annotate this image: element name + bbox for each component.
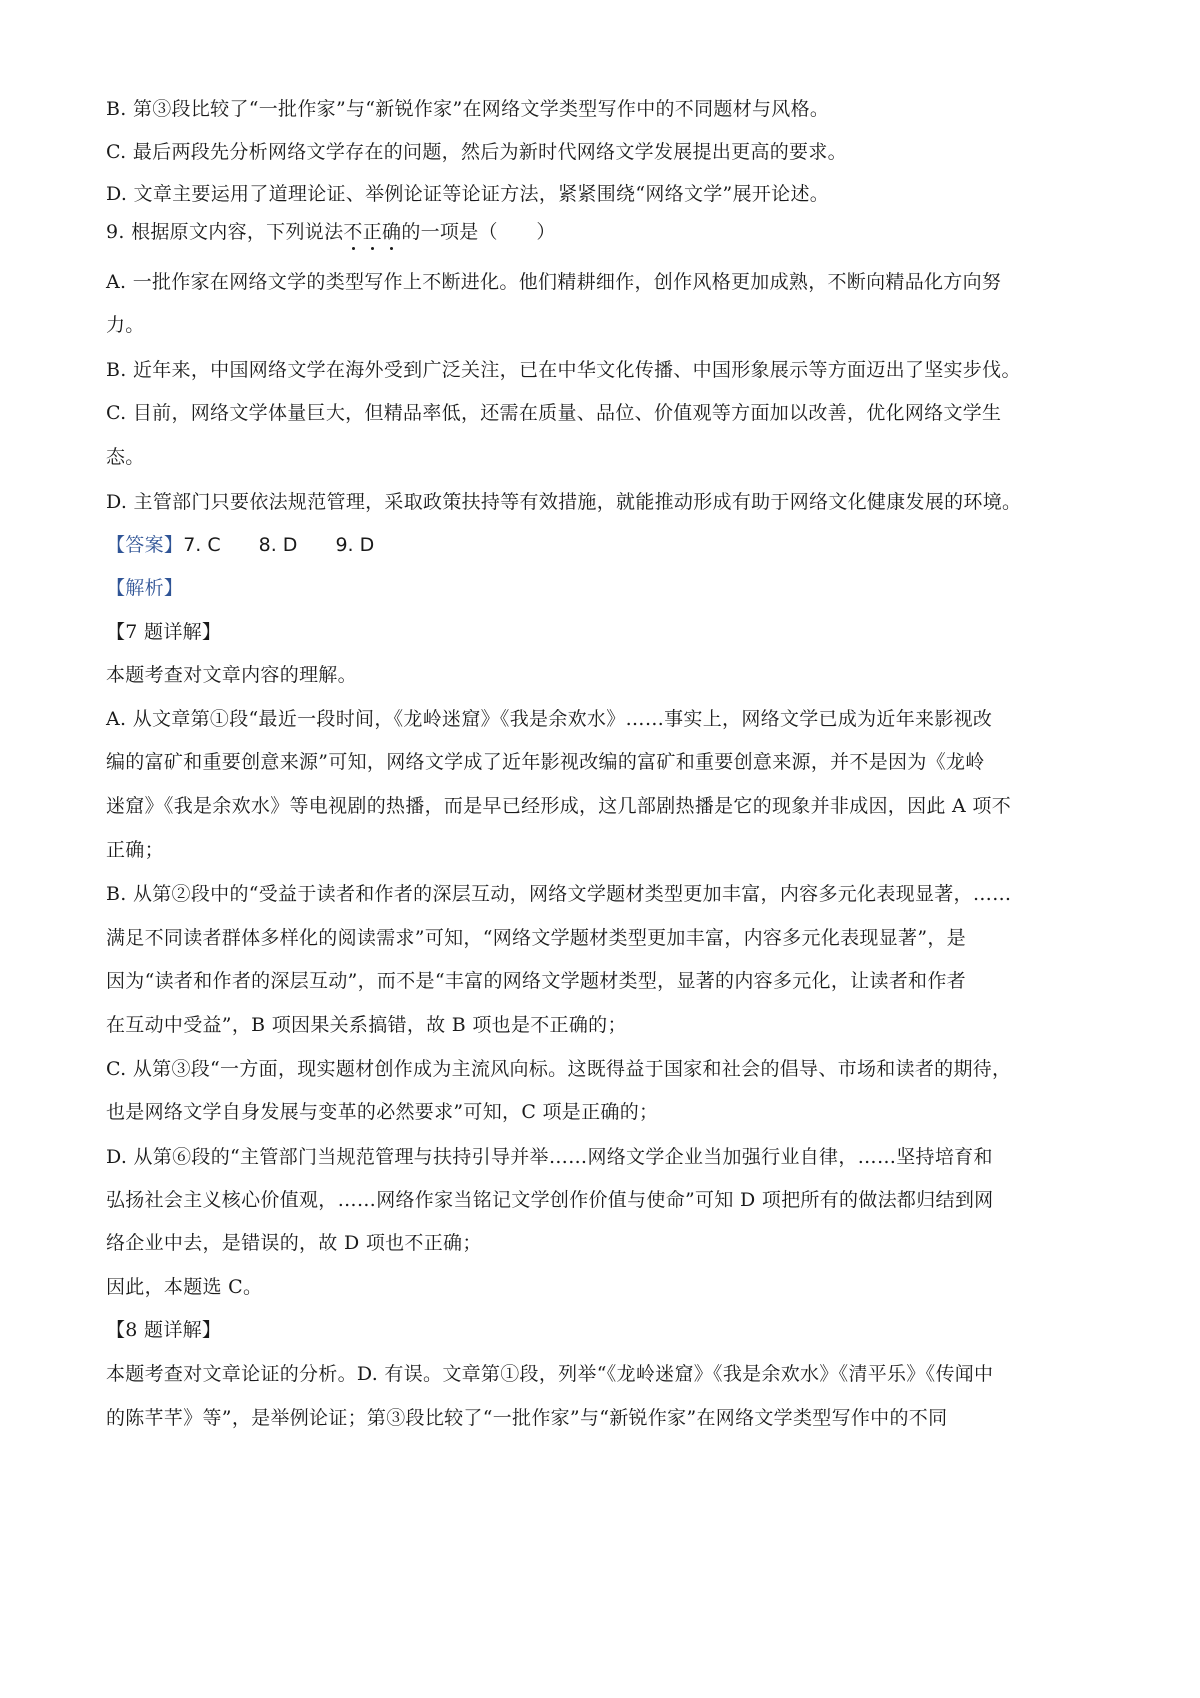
detail7-heading: 【7 题详解】: [106, 621, 222, 643]
q9-option-a-line2: 力。: [106, 314, 145, 336]
detail7-line: A. 从文章第①段“最近一段时间，《龙岭迷窟》《我是余欢水》……事实上，网络文学已成为近年来影视改: [106, 708, 993, 730]
q9-stem: [106, 218, 1106, 246]
analysis-label: 【解析】: [106, 577, 184, 599]
detail8-heading: 【8 题详解】: [106, 1319, 222, 1341]
detail8-line: 本题考查对文章论证的分析。D. 有误。文章第①段，列举“《龙岭迷窟》《我是余欢水》《清平乐》《传闻中: [106, 1363, 994, 1385]
answer-9: 9. D: [335, 534, 375, 556]
answer-line: [106, 531, 1106, 559]
emphasis-char: 不: [343, 221, 363, 243]
q9-stem-post: 的一项是（ ）: [401, 221, 556, 243]
detail7-line: 也是网络文学自身发展与变革的必然要求”可知，C 项是正确的；: [106, 1101, 659, 1123]
q9-option-d: D. 主管部门只要依法规范管理，采取政策扶持等有效措施，就能推动形成有助于网络文化健康发展的环境。: [106, 491, 1022, 513]
answer-7: 7. C: [183, 534, 221, 556]
detail7-line: D. 从第⑥段的“主管部门当规范管理与扶持引导并举……网络文学企业当加强行业自律，……坚持培育和: [106, 1146, 993, 1168]
emphasis-char: 正: [362, 221, 382, 243]
detail7-conclusion: 因此，本题选 C。: [106, 1276, 263, 1298]
detail7-line: 满足不同读者群体多样化的阅读需求”可知，“网络文学题材类型更加丰富，内容多元化表现显著”，是: [106, 927, 966, 949]
detail7-line: 迷窟》《我是余欢水》等电视剧的热播，而是早已经形成，这几部剧热播是它的现象并非成因，因此 A 项不: [106, 795, 1012, 817]
q9-stem-pre: 9. 根据原文内容，下列说法: [106, 221, 344, 243]
detail7-line: 编的富矿和重要创意来源”可知，网络文学成了近年影视改编的富矿和重要创意来源，并不是因为《龙岭: [106, 751, 985, 773]
detail8-line: 的陈芊芊》等”，是举例论证；第③段比较了“一批作家”与“新锐作家”在网络文学类型写作中的不同: [106, 1407, 948, 1429]
emphasis-char: 确: [382, 221, 402, 243]
answer-label: 【答案】: [106, 534, 184, 556]
detail7-line: 正确；: [106, 839, 164, 861]
answer-8: 8. D: [258, 534, 298, 556]
detail7-line: 络企业中去，是错误的，故 D 项也不正确；: [106, 1232, 482, 1254]
q8-option-b: B. 第③段比较了“一批作家”与“新锐作家”在网络文学类型写作中的不同题材与风格。: [106, 98, 830, 120]
detail7-intro: 本题考查对文章内容的理解。: [106, 664, 357, 686]
q8-option-d: D. 文章主要运用了道理论证、举例论证等论证方法，紧紧围绕“网络文学”展开论述。: [106, 183, 830, 205]
q9-option-b: B. 近年来，中国网络文学在海外受到广泛关注，已在中华文化传播、中国形象展示等方面迈出了坚实步伐。: [106, 359, 1021, 381]
q9-option-c-line1: C. 目前，网络文学体量巨大，但精品率低，还需在质量、品位、价值观等方面加以改善，优化网络文学生: [106, 402, 1002, 424]
detail7-line: 因为“读者和作者的深层互动”，而不是“丰富的网络文学题材类型，显著的内容多元化，让读者和作者: [106, 970, 966, 992]
detail7-line: C. 从第③段“一方面，现实题材创作成为主流风向标。这既得益于国家和社会的倡导、市场和读者的期待，: [106, 1058, 1012, 1080]
q8-option-c: C. 最后两段先分析网络文学存在的问题，然后为新时代网络文学发展提出更高的要求。: [106, 141, 847, 163]
detail7-line: 在互动中受益”，B 项因果关系搞错，故 B 项也是不正确的；: [106, 1014, 627, 1036]
q9-option-c-line2: 态。: [106, 446, 145, 468]
detail7-line: 弘扬社会主义核心价值观，……网络作家当铭记文学创作价值与使命”可知 D 项把所有的做法都归结到网: [106, 1189, 994, 1211]
q9-option-a-line1: A. 一批作家在网络文学的类型写作上不断进化。他们精耕细作，创作风格更加成熟，不断向精品化方向努: [106, 271, 1002, 293]
detail7-line: B. 从第②段中的“受益于读者和作者的深层互动，网络文学题材类型更加丰富，内容多元化表现显著，……: [106, 883, 1012, 905]
